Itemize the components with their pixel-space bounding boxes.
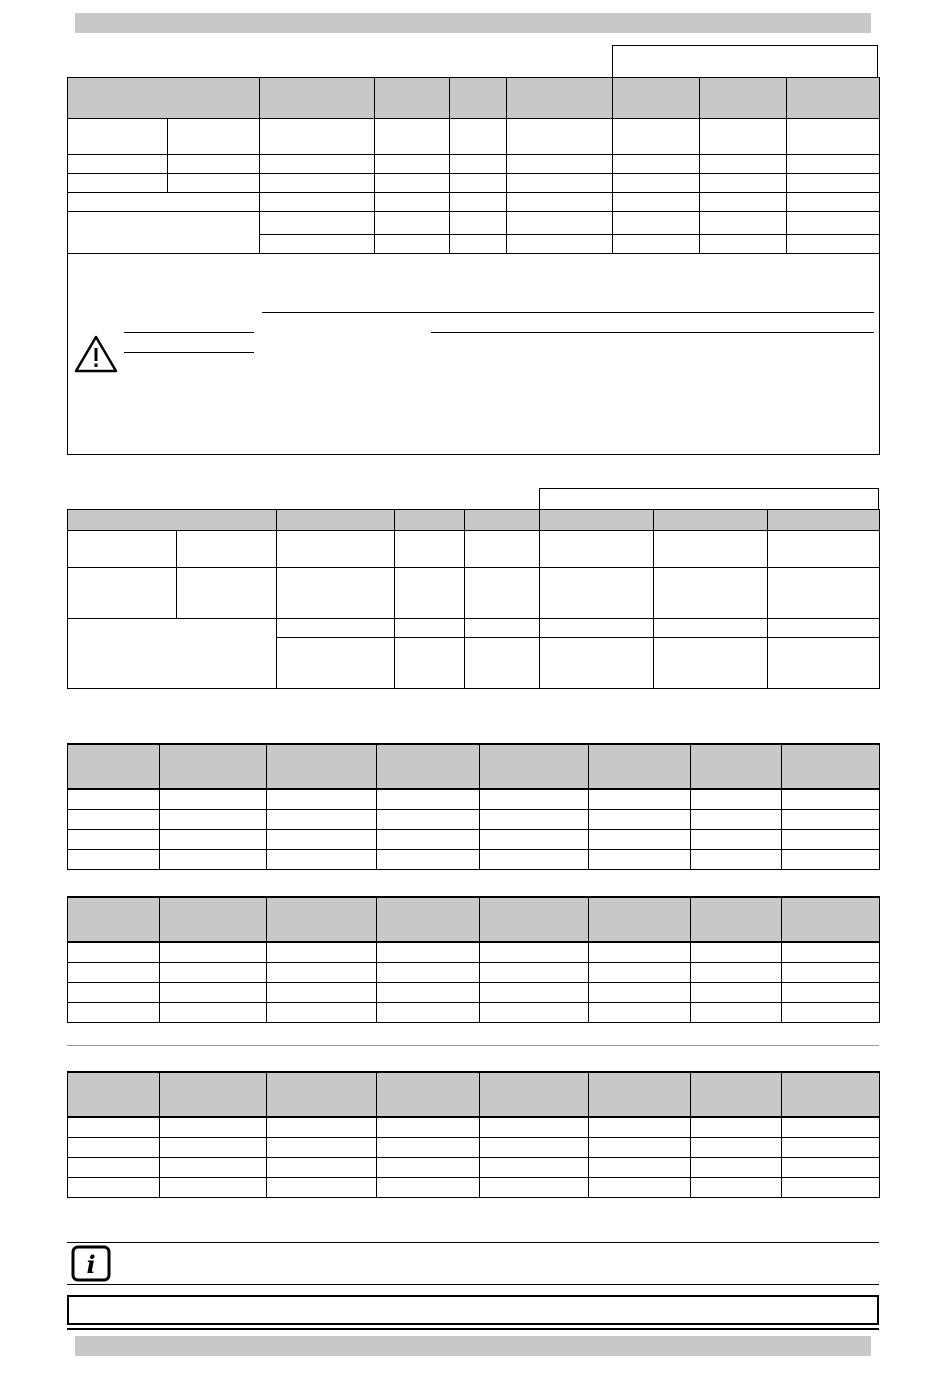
t5-header-cell xyxy=(68,1072,160,1117)
t1-header-cell xyxy=(507,78,613,119)
warning-underline xyxy=(124,332,254,333)
table-row xyxy=(68,1137,880,1157)
warning-underline xyxy=(124,352,254,353)
t3-header-cell xyxy=(691,744,782,789)
footer-rule xyxy=(67,1328,879,1330)
t2-header-cell xyxy=(68,510,277,531)
svg-text:i: i xyxy=(86,1250,96,1279)
t5-header-cell xyxy=(589,1072,691,1117)
table-row xyxy=(68,1117,880,1137)
t4-header-cell xyxy=(267,897,377,942)
warning-underline xyxy=(431,332,874,333)
t4-header-cell xyxy=(377,897,480,942)
t3-header-cell xyxy=(782,744,880,789)
t2-header-cell xyxy=(465,510,540,531)
t4-header-cell xyxy=(160,897,267,942)
t4-header-cell xyxy=(782,897,880,942)
t5-header-cell xyxy=(160,1072,267,1117)
spec-table-1 xyxy=(67,77,880,455)
section-divider xyxy=(67,1045,879,1046)
table-row xyxy=(68,942,880,962)
table1-caption-box xyxy=(612,45,878,77)
t3-header-cell xyxy=(160,744,267,789)
table-row xyxy=(68,962,880,982)
warning-block xyxy=(68,254,879,454)
table-row xyxy=(68,982,880,1002)
info-icon xyxy=(71,1245,111,1282)
table-row xyxy=(68,849,880,869)
t4-header-cell xyxy=(480,897,589,942)
t1-header-cell xyxy=(68,78,260,119)
table-row xyxy=(68,809,880,829)
t1-header-cell xyxy=(787,78,880,119)
t1-header-cell xyxy=(260,78,375,119)
t3-header-cell xyxy=(267,744,377,789)
t1-header-cell xyxy=(450,78,507,119)
table-row xyxy=(68,119,880,155)
footer-box xyxy=(67,1295,879,1325)
warning-underline xyxy=(262,312,874,313)
note-top-rule xyxy=(67,1242,879,1243)
t5-header-cell xyxy=(782,1072,880,1117)
data-table-3 xyxy=(67,743,880,870)
t3-header-cell xyxy=(480,744,589,789)
table-row xyxy=(68,1157,880,1177)
table-row xyxy=(68,619,880,638)
t2-header-cell xyxy=(654,510,768,531)
bottom-footer-bar xyxy=(75,1336,871,1356)
t5-header-cell xyxy=(377,1072,480,1117)
t3-header-cell xyxy=(377,744,480,789)
table-row xyxy=(68,1177,880,1197)
t2-header-cell xyxy=(768,510,880,531)
table-row xyxy=(68,155,880,174)
top-header-bar xyxy=(75,13,871,33)
table-row xyxy=(68,212,880,235)
t1-header-cell xyxy=(375,78,450,119)
t5-header-cell xyxy=(480,1072,589,1117)
table2-caption-box xyxy=(539,488,879,509)
table-row xyxy=(68,789,880,809)
t4-header-cell xyxy=(68,897,160,942)
table-row xyxy=(68,1002,880,1022)
t1-header-cell xyxy=(700,78,787,119)
t2-header-cell xyxy=(277,510,395,531)
t4-header-cell xyxy=(589,897,691,942)
table-row xyxy=(68,568,880,619)
table-row xyxy=(68,174,880,193)
t5-header-cell xyxy=(691,1072,782,1117)
note-bottom-rule xyxy=(67,1284,879,1285)
t4-header-cell xyxy=(691,897,782,942)
warning-row xyxy=(68,254,880,455)
t3-header-cell xyxy=(68,744,160,789)
table-row xyxy=(68,193,880,212)
t2-header-cell xyxy=(540,510,654,531)
data-table-5 xyxy=(67,1071,880,1198)
t5-header-cell xyxy=(267,1072,377,1117)
table-row xyxy=(68,531,880,568)
table-row xyxy=(68,829,880,849)
t2-header-cell xyxy=(395,510,465,531)
warning-triangle-icon xyxy=(73,334,119,374)
t1-header-cell xyxy=(613,78,700,119)
data-table-4 xyxy=(67,896,880,1023)
spec-table-2 xyxy=(67,509,880,689)
t3-header-cell xyxy=(589,744,691,789)
